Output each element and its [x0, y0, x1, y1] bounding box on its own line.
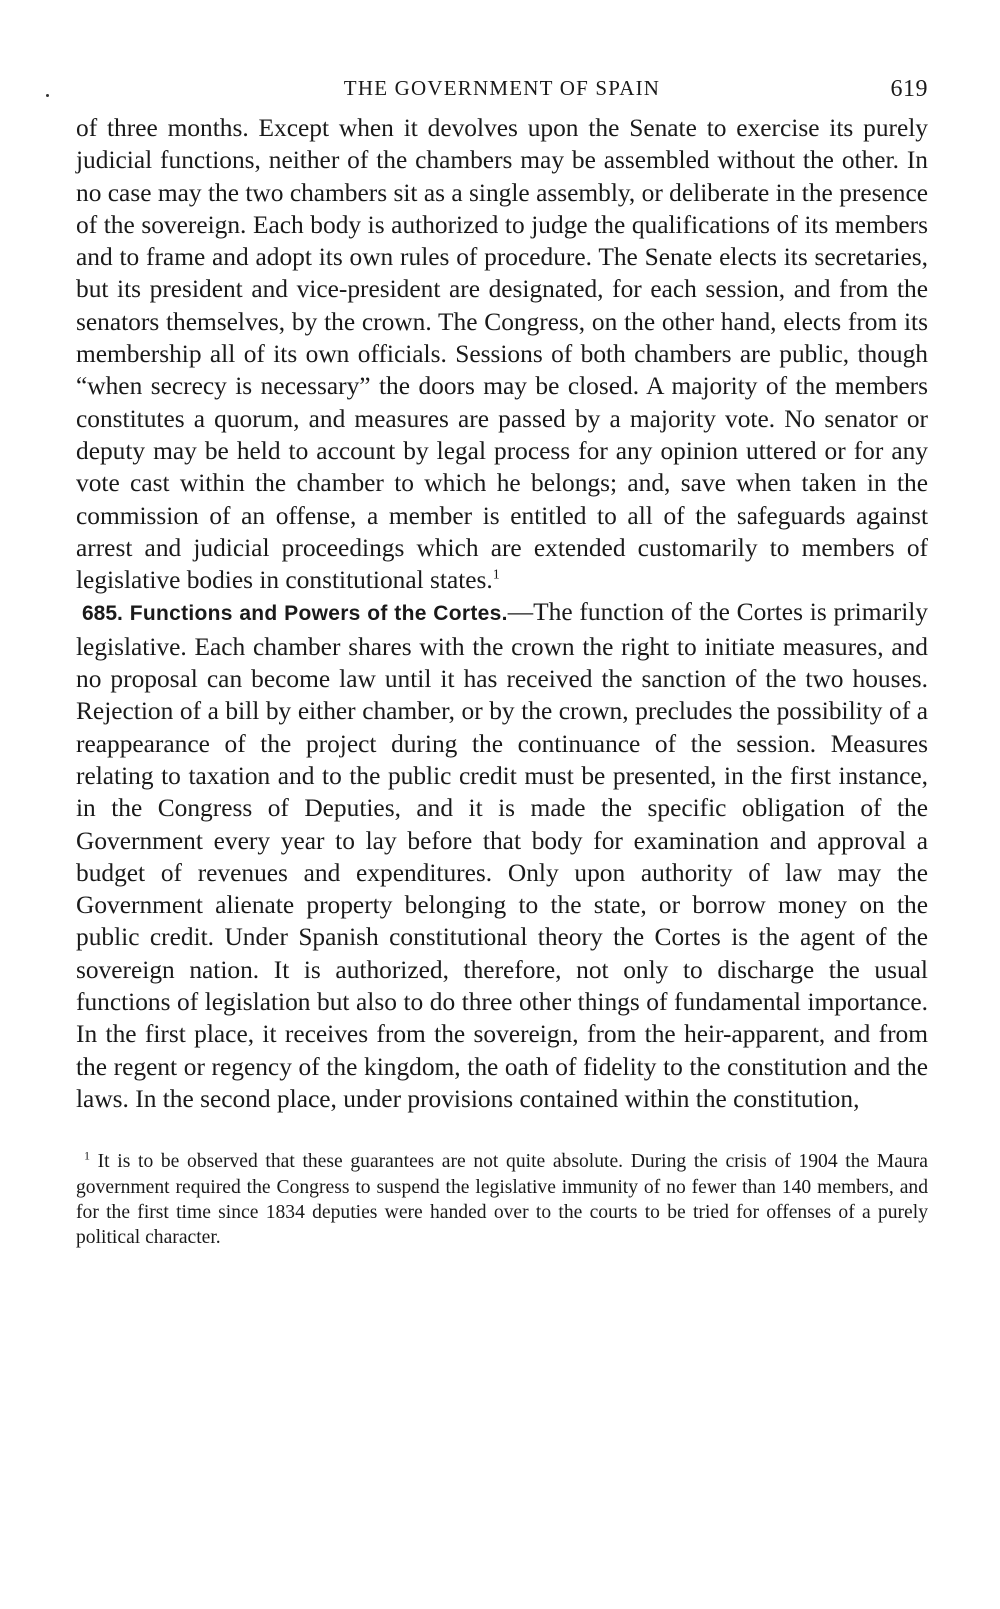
footnote-marker: 1	[84, 1148, 90, 1163]
footnote-reference: 1	[492, 567, 500, 583]
section-heading: Functions and Powers of the Cortes.	[129, 602, 508, 626]
running-head	[76, 72, 928, 112]
book-page	[76, 72, 928, 1250]
body-text	[76, 112, 928, 1115]
paragraph-1	[76, 112, 928, 596]
footnote-text: It is to be observed that these guarantees are not quite absolute. During the crisis of 1904 the Maura government required the Congress to suspend the legislative immunity of no fewer than 140 members, and for the first time since 1834 deputies were handed over to the courts to be tried for offenses of a purely political character.	[76, 1151, 928, 1249]
paragraph-2	[76, 596, 928, 1115]
paragraph-1-text: of three months. Except when it devolves upon the Senate to exercise its purely judicial functions, neither of the chambers may be assembled without the other. In no case may the two chambers sit as a single assembly, or deliberate in the presence of the sovereign. Each body is authorized to judge the qualifications of its members and to frame and adopt its own rules of procedure. The Senate elects its secretaries, but its president and vice-president are designated, for each session, and from the senators themselves, by the crown. The Congress, on the other hand, elects from its membership all of its own officials. Sessions of both chambers are public, though “when secrecy is necessary” the doors may be closed. A majority of the members constitutes a quorum, and measures are passed by a majority vote. No senator or deputy may be held to account by legal process for any opinion uttered or for any vote cast within the chamber to which he belongs; and, save when taken in the commission of an offense, a member is entitled to all of the safeguards against arrest and judicial proceedings which are extended customarily to members of legislative bodies in constitutional states.	[76, 114, 928, 595]
footnote	[76, 1149, 928, 1250]
paragraph-2-text: —The function of the Cortes is primarily legislative. Each chamber shares with the crown the right to initiate measures, and no proposal can become law until it has received the sanction of the two houses. Rejection of a bill by either chamber, or by the crown, precludes the possibility of a reappearance of the project during the continuance of the session. Measures relating to taxation and to the public credit must be presented, in the first instance, in the Congress of Deputies, and it is made the specific obligation of the Government every year to lay before that body for examination and approval a budget of revenues and expenditures. Only upon authority of law may the Government alienate property belonging to the state, or borrow money on the public credit. Under Spanish constitutional theory the Cortes is the agent of the sovereign nation. It is authorized, therefore, not only to discharge the usual functions of legislation but also to do three other things of fundamental importance. In the first place, it receives from the sovereign, from the heir-apparent, and from the regent or regency of the kingdom, the oath of fidelity to the constitution and the laws. In the second place, under provisions contained within the constitution,	[76, 598, 929, 1113]
running-head-title: THE GOVERNMENT OF SPAIN	[343, 76, 661, 100]
margin-mark	[46, 94, 49, 97]
section-number: 685.	[82, 602, 123, 626]
page-number: 619	[890, 76, 928, 102]
